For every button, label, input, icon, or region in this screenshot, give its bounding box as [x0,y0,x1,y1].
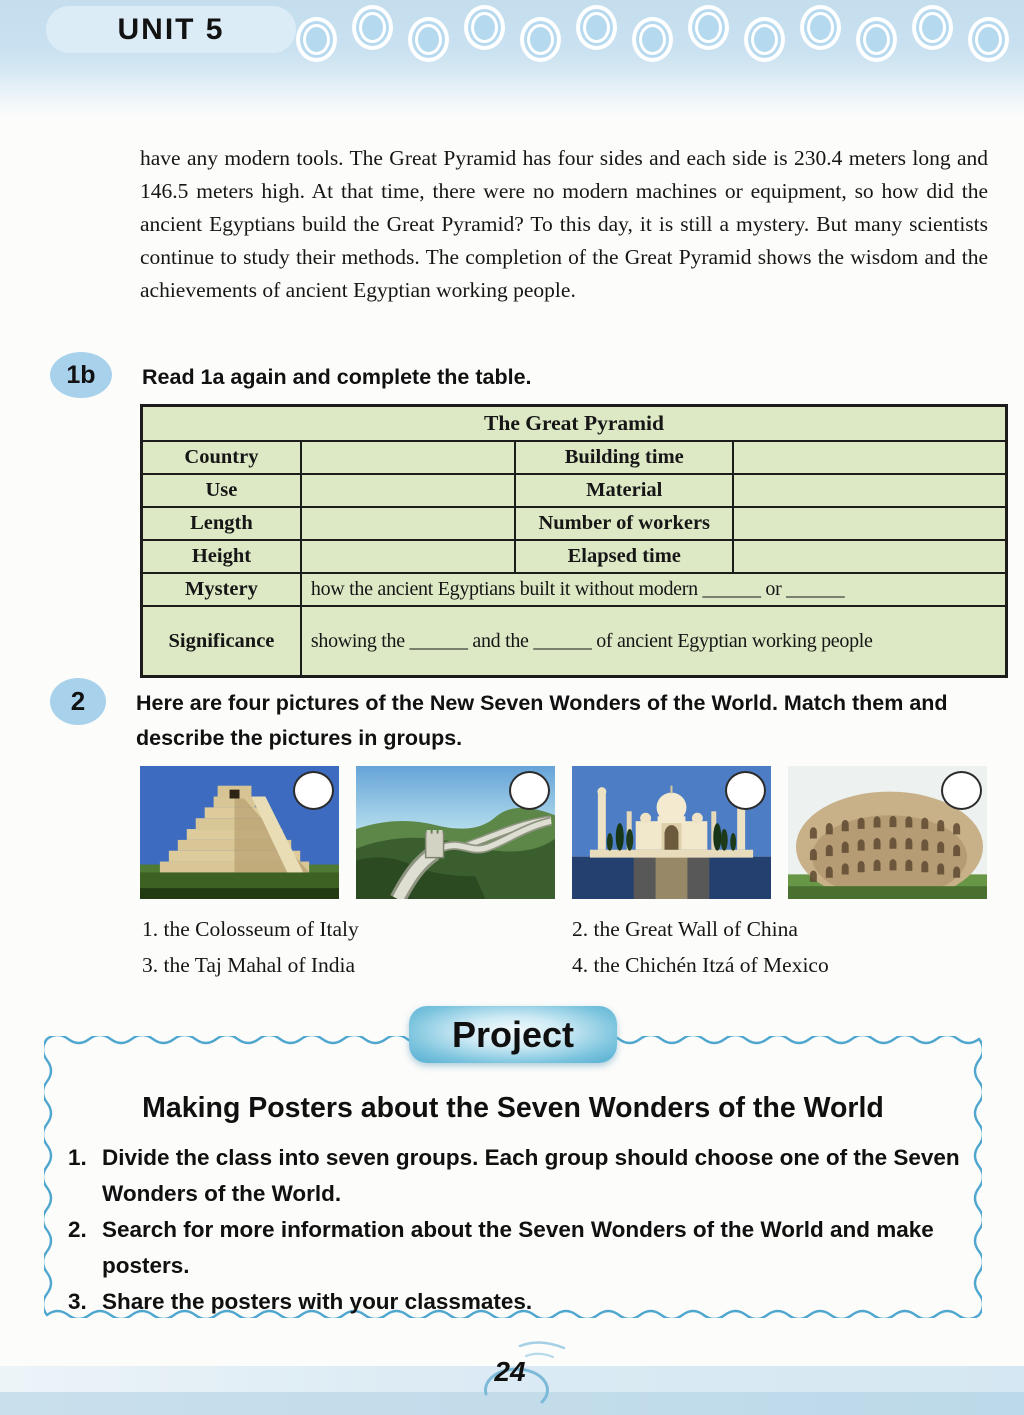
ring-decoration [296,5,1009,50]
picture-colosseum [788,766,987,899]
answer-circle-icon [509,771,550,810]
wonder-item: 1. the Colosseum of Italy [142,917,359,941]
circle-ring-icon [576,5,617,50]
step-text: Share the posters with your classmates. [102,1289,533,1314]
circle-ring-icon [408,17,449,62]
blank-cell [301,540,515,573]
row-label: Mystery [142,573,301,606]
activity-2-badge: 2 [50,678,106,725]
project-badge [409,1006,617,1063]
picture-chichen-itza [140,766,339,899]
circle-ring-icon [632,17,673,62]
blank-cell [733,474,1006,507]
step-number: 3. [68,1289,87,1314]
step-number: 1. [68,1145,87,1170]
wonder-pictures [140,766,1014,899]
table-row-mystery [142,573,1007,606]
significance-text: showing the ______ and the ______ of ancient Egyptian working people [301,606,1007,677]
blank-cell [733,540,1006,573]
table-row [142,507,1007,540]
blank-cell [301,507,515,540]
blank-cell [733,507,1006,540]
blank-cell [301,441,515,474]
wonders-list [142,916,829,979]
step-text: Search for more information about the Seven Wonders of the World and make posters. [102,1217,934,1278]
step-text: Divide the class into seven groups. Each group should choose one of the Seven Wonders of the World. [102,1145,960,1206]
mystery-text: how the ancient Egyptians built it without modern ______ or ______ [301,573,1007,606]
activity-2 [50,678,986,756]
unit-title-pill [46,6,296,53]
row-label: Number of workers [515,507,733,540]
table-row [142,474,1007,507]
unit-title: UNIT 5 [117,12,225,46]
project-badge-label: Project [451,1013,575,1055]
table-row [142,441,1007,474]
unit-header [0,0,1024,118]
circle-ring-icon [968,17,1009,62]
reading-paragraph: have any modern tools. The Great Pyramid has four sides and each side is 230.4 meters long and 146.5 meters high. At that time, there were no modern machines or equipment, so how did the ancient Egyptians build the Great Pyramid? To this day, it is still a mystery. But many scientists continue to study their methods. The completion of the Great Pyramid shows the wisdom and the achievements of ancient Egyptian working people. [140,146,988,302]
page-number-badge [446,1336,578,1406]
activity-1b-instruction: Read 1a again and complete the table. [142,365,532,389]
row-label: Significance [142,606,301,677]
row-label: Building time [515,441,733,474]
circle-ring-icon [744,17,785,62]
blank-cell [301,474,515,507]
step-number: 2. [68,1217,87,1242]
project-title: Making Posters about the Seven Wonders of the World [142,1092,884,1124]
circle-ring-icon [800,5,841,50]
activity-2-instruction: Here are four pictures of the New Seven Wonders of the World. Match them and describe the pictures in groups. [136,691,948,750]
circle-ring-icon [856,17,897,62]
row-label: Length [142,507,301,540]
wonder-item: 2. the Great Wall of China [572,917,798,941]
project-section [44,1006,982,1320]
activity-1b [50,352,992,398]
row-label: Height [142,540,301,573]
table-title: The Great Pyramid [142,406,1007,442]
blank-cell [733,441,1006,474]
circle-ring-icon [296,17,337,62]
great-pyramid-table [140,404,1008,678]
project-steps [68,1140,962,1320]
answer-circle-icon [941,771,982,810]
circle-ring-icon [520,17,561,62]
row-label: Material [515,474,733,507]
table-row [142,540,1007,573]
row-label: Elapsed time [515,540,733,573]
answer-circle-icon [293,771,334,810]
picture-great-wall [356,766,555,899]
activity-1b-badge: 1b [50,352,112,398]
circle-ring-icon [688,5,729,50]
project-step [68,1284,962,1320]
wonder-item: 4. the Chichén Itzá of Mexico [572,953,829,977]
project-step [68,1140,962,1212]
circle-ring-icon [464,5,505,50]
circle-ring-icon [912,5,953,50]
table-title-row [142,406,1007,442]
row-label: Country [142,441,301,474]
wonder-item: 3. the Taj Mahal of India [142,953,356,977]
project-step [68,1212,962,1284]
table-row-significance [142,606,1007,677]
circle-ring-icon [352,5,393,50]
page-number: 24 [494,1356,526,1387]
answer-circle-icon [725,771,766,810]
picture-taj-mahal [572,766,771,899]
row-label: Use [142,474,301,507]
